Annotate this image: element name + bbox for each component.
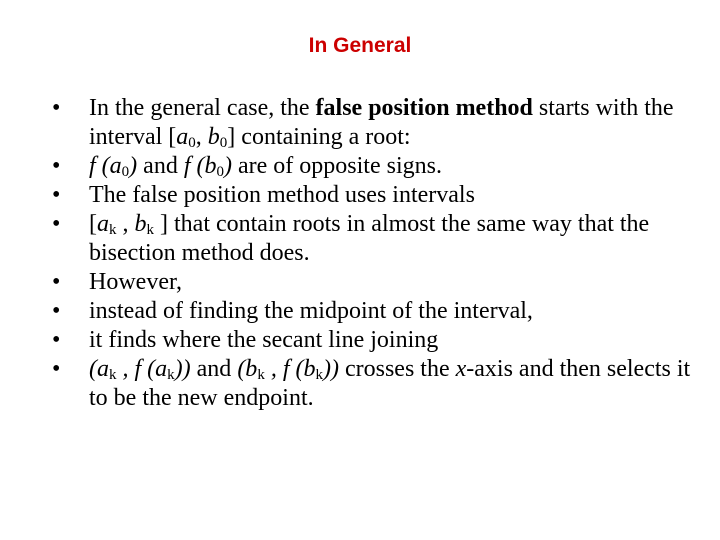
bullet-text-segment: b: [134, 211, 147, 237]
bullet-text-segment: it finds where the secant line joining: [89, 327, 439, 353]
bullet-text-segment: f (b: [183, 153, 217, 179]
bullet-text-segment: a: [97, 211, 109, 237]
subscript-text: k: [109, 222, 117, 238]
bullet-text-segment: ,: [116, 211, 135, 237]
bullet-text-segment: starts with the interval [: [89, 95, 674, 150]
bullet-text-segment: ] that contain roots in almost the same way that the bisection method does.: [89, 211, 650, 266]
bullet-text-segment: and: [190, 356, 238, 382]
subscript-text: k: [315, 367, 323, 383]
bullet-text-segment: a: [176, 124, 189, 150]
bullet-text-segment: false position method: [315, 95, 533, 121]
bullet-text-segment: are of opposite signs.: [232, 153, 442, 179]
bullet-text-segment: ,: [195, 124, 208, 150]
bullet-text-segment: )): [174, 356, 191, 382]
bullet-text-segment: , f (b: [264, 356, 316, 382]
bullet-item: [52, 297, 692, 326]
bullet-item: [52, 268, 692, 297]
bullet-list: [52, 94, 692, 413]
bullet-text-segment: ] containing a root:: [227, 124, 411, 150]
subscript-text: k: [167, 367, 175, 383]
bullet-text-segment: )): [322, 356, 339, 382]
subscript-text: 0: [121, 164, 130, 180]
bullet-item: [52, 181, 692, 210]
bullet-item: [52, 355, 692, 413]
bullet-item: [52, 210, 692, 268]
bullet-text-segment: instead of finding the midpoint of the interval,: [89, 298, 533, 324]
subscript-text: k: [109, 367, 117, 383]
subscript-text: k: [146, 222, 154, 238]
bullet-item: [52, 94, 692, 152]
subscript-text: k: [257, 367, 265, 383]
subscript-text: 0: [219, 135, 228, 151]
bullet-text-segment: ): [129, 153, 138, 179]
bullet-text-segment: -axis and then selects it to be the new endpoint.: [89, 356, 691, 411]
bullet-item: [52, 152, 692, 181]
bullet-text-segment: crosses the: [338, 356, 456, 382]
bullet-text-segment: The false position method uses intervals: [89, 182, 475, 208]
slide-title: In General: [308, 34, 412, 57]
bullet-text-segment: f (a: [89, 153, 122, 179]
bullet-text-segment: , f (a: [116, 356, 168, 382]
subscript-text: 0: [216, 164, 224, 180]
bullet-text-segment: However,: [89, 269, 182, 295]
bullet-text-segment: b: [207, 124, 220, 150]
bullet-text-segment: [: [89, 211, 97, 237]
bullet-item: [52, 326, 692, 355]
bullet-text-segment: In the general case, the: [89, 95, 316, 121]
bullet-text-segment: and: [137, 153, 184, 179]
subscript-text: 0: [188, 135, 196, 151]
bullet-text-segment: (a: [89, 356, 109, 382]
bullet-text-segment: x: [455, 356, 467, 382]
bullet-text-segment: (b: [237, 356, 258, 382]
bullet-text-segment: ): [224, 153, 232, 179]
